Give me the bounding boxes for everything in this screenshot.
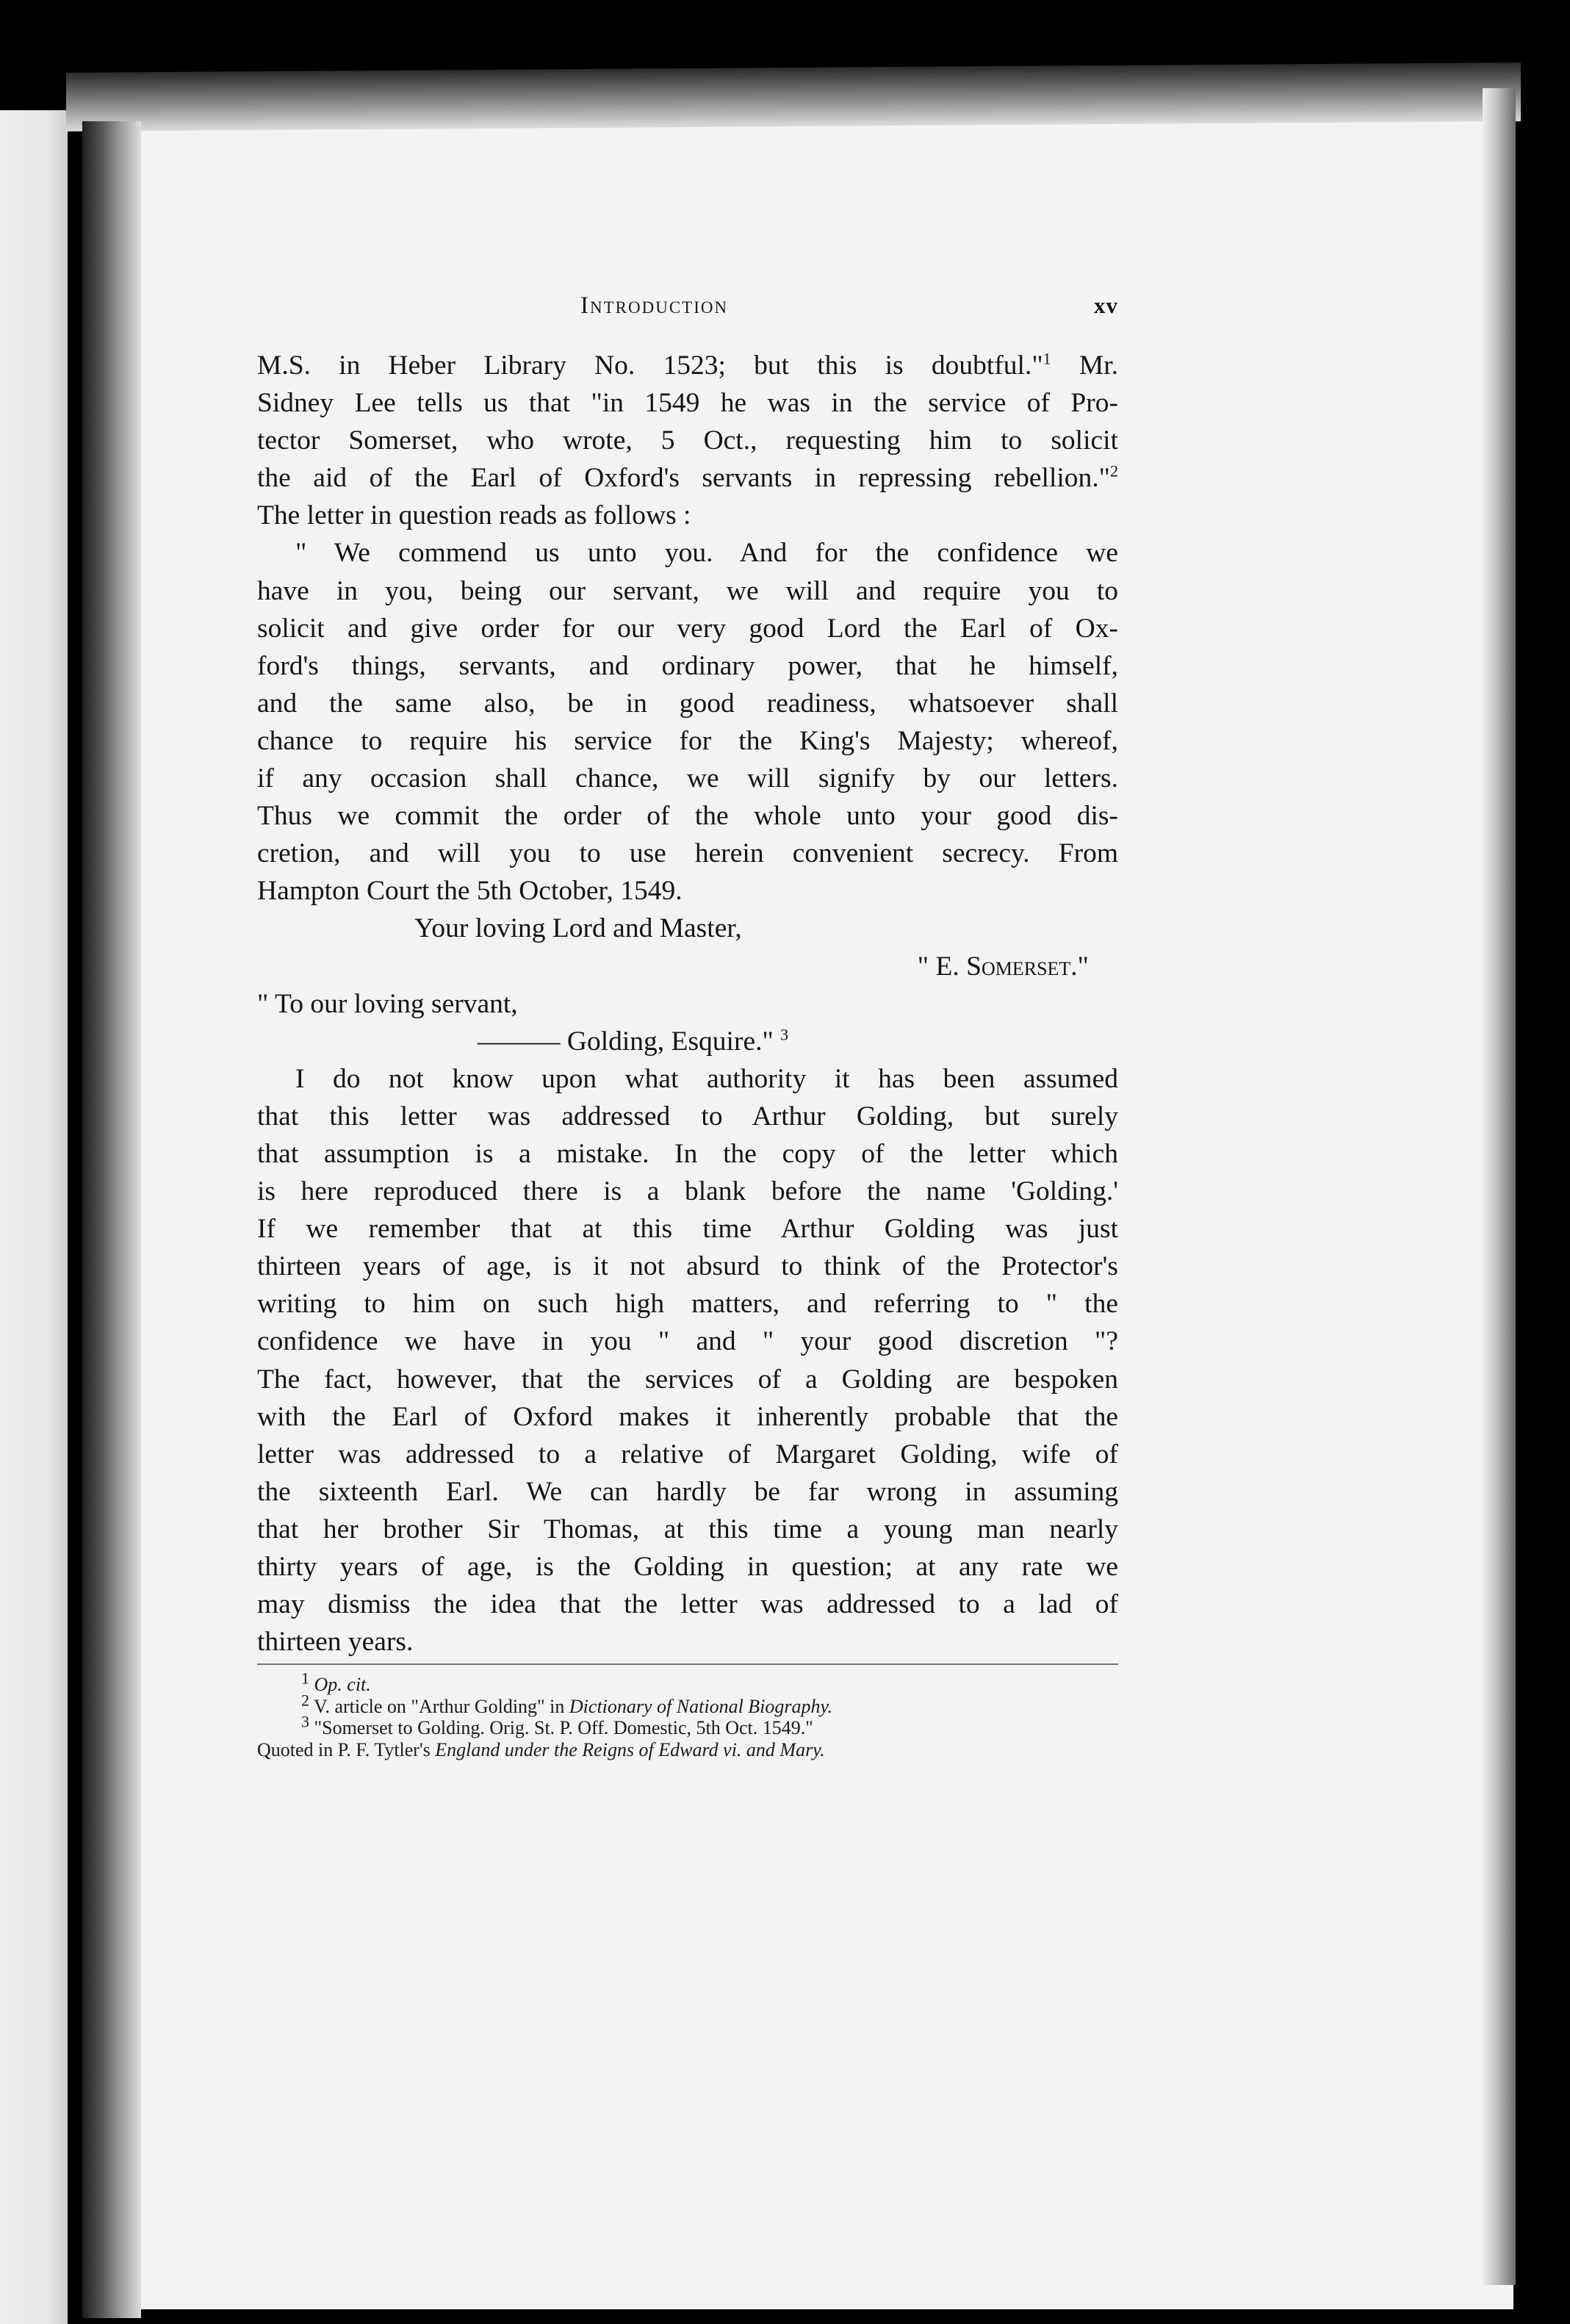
footnote-rule [257,1663,1118,1665]
facing-page-edge [0,110,68,2324]
text-line: cretion, and will you to use herein convenient secrecy. From [257,838,1118,869]
text-line: Hampton Court the 5th October, 1549. [257,876,683,907]
text-line: if any occasion shall chance, we will signify by our letters. [257,763,1118,794]
footnotes [257,1669,1118,1760]
text-line: thirty years of age, is the Golding in question; at any rate we [257,1552,1118,1582]
text-line: solicit and give order for our very good Lord the Earl of Ox- [257,613,1118,644]
text-line: " To our loving servant, [257,988,518,1019]
text-line: ford's things, servants, and ordinary power, that he himself, [257,650,1118,681]
text-line: that assumption is a mistake. In the copy of the letter which [257,1138,1118,1169]
text-line: confidence we have in you " and " your good discretion "? [257,1326,1118,1357]
page-right-edge [1483,88,1516,2285]
footnote-ref: 3 [780,1025,789,1044]
text-line: I do not know upon what authority it has been assumed [295,1063,1118,1094]
text-line: ——— Golding, Esquire." $^3$ [478,1025,789,1057]
text-line: with the Earl of Oxford makes it inherently probable that the [257,1401,1118,1432]
text-line: Sidney Lee tells us that "in 1549 he was in the service of Pro- [257,388,1118,419]
text-line: M.S. in Heber Library No. 1523; but this is doubtful."$^1$ Mr. [257,349,1118,381]
text-line: may dismiss the idea that the letter was addressed to a lad of [257,1589,1118,1620]
text-line: chance to require his service for the King's Majesty; whereof, [257,725,1118,756]
binding-gutter [82,121,141,2318]
text-line: Your loving Lord and Master, [414,913,742,944]
text-line: writing to him on such high matters, and referring to " the [257,1289,1118,1320]
page-number: xv [1094,292,1118,318]
footnote-1: $^1$ Op. cit. [301,1669,371,1695]
text-line: that this letter was addressed to Arthur Golding, but surely [257,1101,1118,1132]
page-header [257,292,1118,325]
text-line: thirteen years. [257,1627,414,1658]
footnote-2: $^2$ V. article on "Arthur Golding" in Dictionary of National Biography. [301,1690,833,1717]
text-line: have in you, being our servant, we will and require you to [257,575,1118,606]
body-text [257,347,1118,1661]
text-line: the sixteenth Earl. We can hardly be far wrong in assuming [257,1476,1118,1507]
text-line: " We commend us unto you. And for the confidence we [295,538,1118,569]
text-line: and the same also, be in good readiness, whatsoever shall [257,688,1118,719]
footnote-ref: 2 [1110,461,1118,481]
text-line: If we remember that at this time Arthur Golding was just [257,1214,1118,1245]
signature-line: " E. Somerset." [917,951,1089,982]
text-line: Thus we commit the order of the whole unto your good dis- [257,801,1118,832]
text-line: the aid of the Earl of Oxford's servants in repressing rebellion."$^2$ [257,461,1118,494]
text-line: The letter in question reads as follows : [257,500,691,531]
running-head: Introduction [580,292,729,319]
footnote-3: $^3$ "Somerset to Golding. Orig. St. P. Off. Domestic, 5th Oct. 1549." [301,1712,813,1738]
text-line: letter was addressed to a relative of Margaret Golding, wife of [257,1439,1118,1469]
text-line: that her brother Sir Thomas, at this time a young man nearly [257,1514,1118,1544]
page-top-shadow [66,62,1521,132]
footnote-3-continued: Quoted in P. F. Tytler's England under the Reigns of Edward vi. and Mary. [257,1738,825,1760]
footnote-ref: 1 [1043,349,1051,368]
text-line: thirteen years of age, is it not absurd to think of the Protector's [257,1251,1118,1282]
text-line: is here reproduced there is a blank before the name 'Golding.' [257,1176,1118,1207]
text-line: The fact, however, that the services of a Golding are bespoken [257,1364,1118,1395]
text-line: tector Somerset, who wrote, 5 Oct., requesting him to solicit [257,425,1118,456]
